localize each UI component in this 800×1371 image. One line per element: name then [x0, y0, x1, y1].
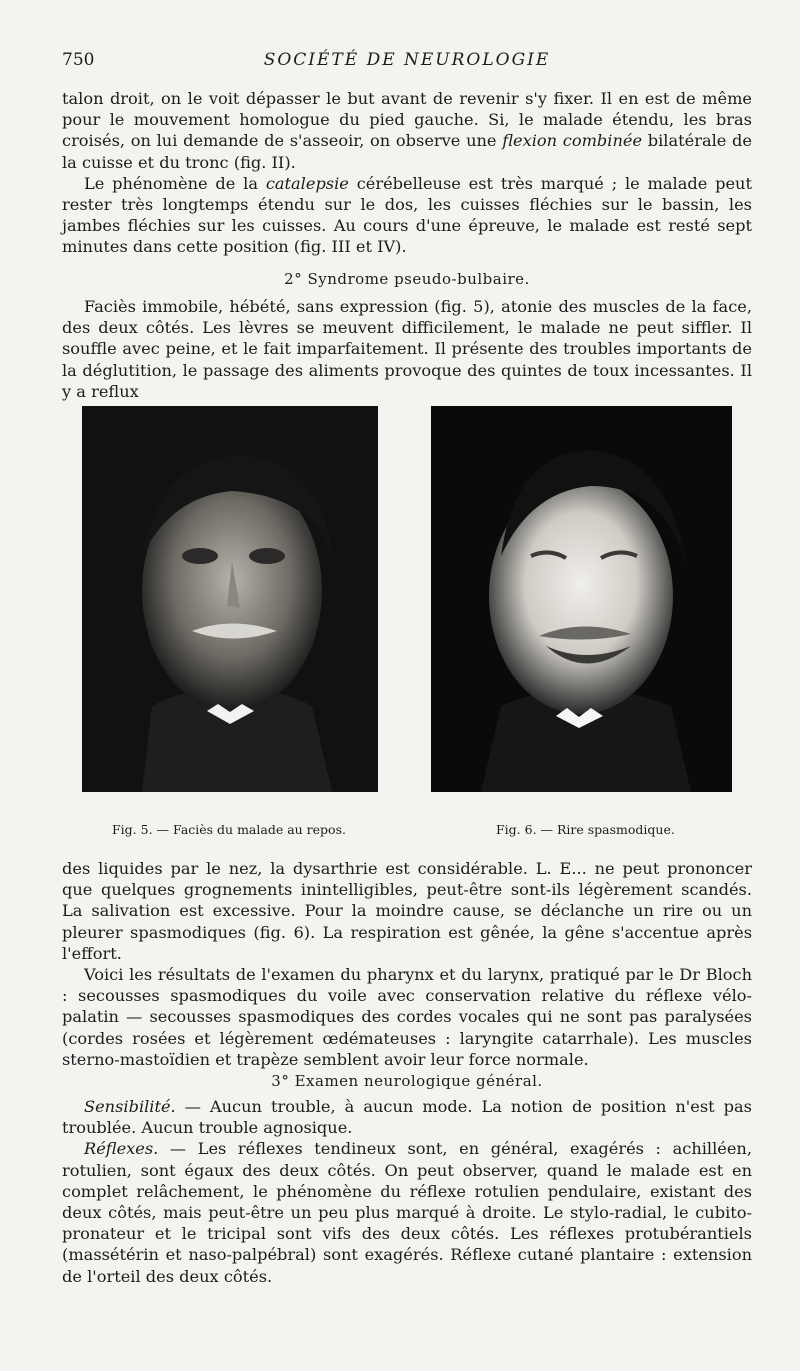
- after-figures-text: [62, 858, 752, 1070]
- section3-text: [62, 1096, 752, 1287]
- figure-5-photo: [82, 406, 378, 792]
- figure-6-photo: [431, 406, 732, 792]
- section-heading: 2° Syndrome pseudo-bulbaire.: [284, 270, 530, 288]
- running-title: SOCIÉTÉ DE NEUROLOGIE: [263, 50, 551, 70]
- section2-text: [62, 296, 752, 402]
- paragraph: Sensibilité. — Aucun trouble, à aucun mode. La notion de position n'est pas troublée. Aucun trouble agnosique.: [62, 1097, 752, 1138]
- page-number: 750: [62, 50, 95, 70]
- page-header: [62, 50, 752, 74]
- paragraph: Faciès immobile, hébété, sans expression (fig. 5), atonie des muscles de la face, des deux côtés. Les lèvres se meuvent difficilement, le malade ne peut siffler. Il souffle avec peine, et le fait imparfaitement. Il présente des troubles importants de la déglutition, le passage des aliments provoque des quintes de toux incessantes. Il y a reflux: [62, 297, 752, 401]
- top-text: [62, 88, 752, 258]
- figure-6-caption: Fig. 6. — Rire spasmodique.: [496, 822, 675, 837]
- figure-5-caption: Fig. 5. — Faciès du malade au repos.: [112, 822, 346, 837]
- paragraph: Réflexes. — Les réflexes tendineux sont, en général, exagérés : achilléen, rotulien, sont égaux des deux côtés. On peut observer, quand le malade est en complet relâchement, le phénomène du réflexe rotulien pendulaire, existant des deux côtés, mais peut-être un peu plus marqué à droite. Le stylo-radial, le cubito-pronateur et le tricipal sont vifs des deux côtés. Les réflexes protubérantiels (massétérin et naso-palpébral) sont exagérés. Réflexe cutané plantaire : extension de l'orteil des deux côtés.: [62, 1139, 753, 1286]
- section-heading: 3° Examen neurologique général.: [271, 1072, 543, 1090]
- paragraph: talon droit, on le voit dépasser le but avant de revenir s'y fixer. Il en est de même pour le mouvement homologue du pied gauche. Si, le malade étendu, les bras croisés, on lui demande de s'asseoir, on observe une flexion combinée bilatérale de la cuisse et du tronc (fig. II).: [62, 89, 752, 172]
- paragraph: Voici les résultats de l'examen du pharynx et du larynx, pratiqué par le Dr Bloch : secousses spasmodiques du voile avec conservation relative du réflexe vélo-palatin — secousses spasmodiques des cordes vocales qui ne sont pas paralysées (cordes rosées et légèrement œdémateuses : laryngite catarrhale). Les muscles sterno-mastoïdien et trapèze semblent avoir leur force normale.: [62, 965, 752, 1069]
- paragraph: Le phénomène de la catalepsie cérébelleuse est très marqué ; le malade peut rester très longtemps étendu sur le dos, les cuisses fléchies sur le bassin, les jambes fléchies sur les cuisses. Au cours d'une épreuve, le malade est resté sept minutes dans cette position (fig. III et IV).: [62, 173, 752, 257]
- paragraph: des liquides par le nez, la dysarthrie est considérable. L. E... ne peut prononcer que quelques grognements inintelligibles, peut-être sont-ils légèrement scandés. La salivation est excessive. Pour la moindre cause, se déclanche un rire ou un pleurer spasmodiques (fig. 6). La respiration est gênée, la gêne s'accentue après l'effort.: [62, 859, 752, 963]
